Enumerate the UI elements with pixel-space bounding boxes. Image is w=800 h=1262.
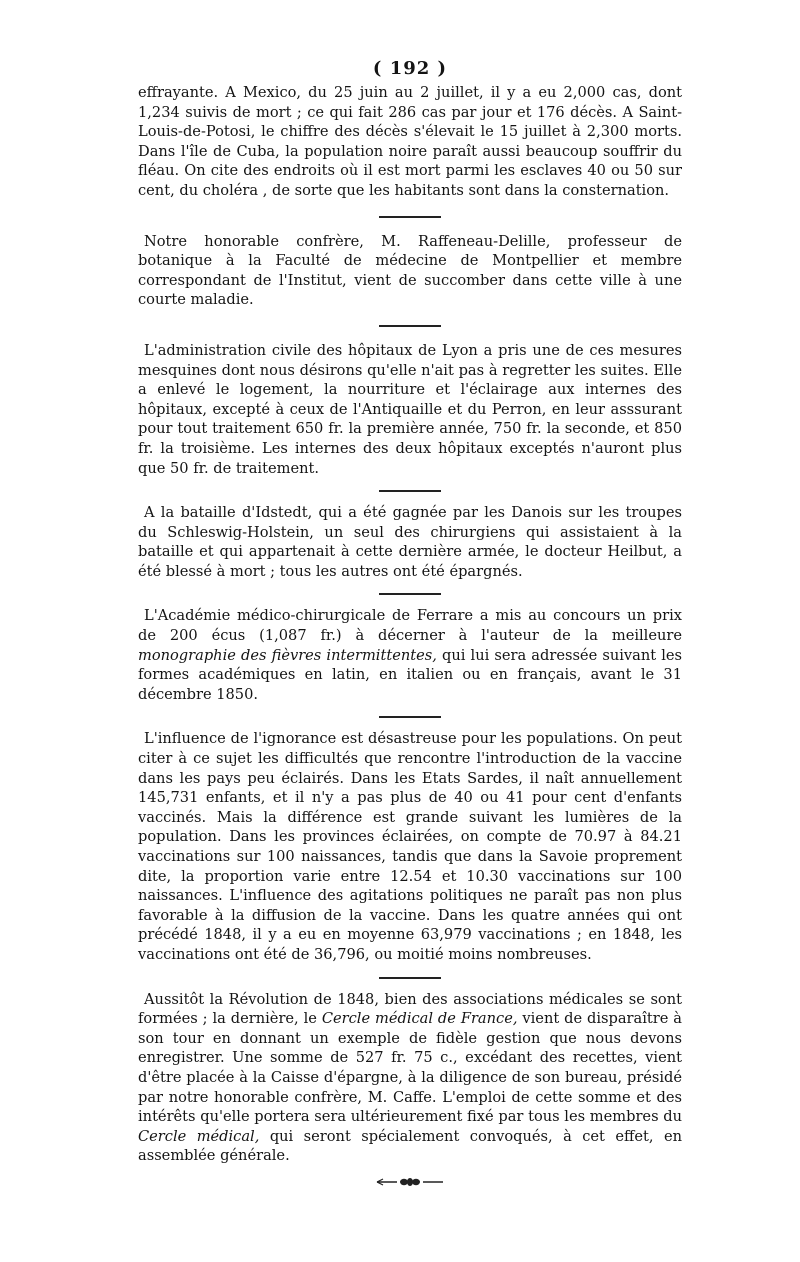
paragraph-vaccine: L'influence de l'ignorance est désastreuse pour les populations. On peut citer à ce sujet les difficultés que rencontre l'introduction de la vaccine dans les pays peu éclairés. Dans les Etats Sardes, il naît annuellement 145,731 enfants, et il n'y a pas plus de 40 ou 41 pour cent d'enfants vaccinés. Mais la différence est grande suivant les lumières de la population. Dans les provinces éclairées, on compte de 70.97 à 84.21 vaccinations sur 100 naissances, tandis que dans la Savoie proprement dite, la proportion varie entre 12.54 et 10.30 vaccinations sur 100 naissances. L'influence des agitations politiques ne paraît pas non plus favorable à la diffusion de la vaccine. Dans les quatre années qui ont précédé 1848, il y a eu en moyenne 63,979 vaccinations ; en 1848, les vaccinations ont été de 36,796, ou moitié moins nombreuses.: [138, 730, 682, 963]
paragraph-idstedt: A la bataille d'Idstedt, qui a été gagnée par les Danois sur les troupes du Schleswig-Holstein, un seul des chirurgiens qui assistaient à la bataille et qui appartenait à cette dernière armée, le docteur Heilbut, a été blessé à mort ; tous les autres ont été épargnés.: [138, 504, 682, 580]
section-divider: [379, 593, 441, 595]
paragraph-ferrare-prize: [138, 606, 682, 704]
paragraph-obituary: Notre honorable confrère, M. Raffeneau-Delille, professeur de botanique à la Faculté de médecine de Montpellier et membre correspondant de l'Institut, vient de succomber dans cette ville à une courte maladie.: [138, 232, 682, 309]
text-span: qui lui sera adressée suivant les formes académiques en latin, en italien ou en français, avant le 31 décembre 1850.: [138, 646, 683, 703]
end-ornament: [138, 1176, 682, 1192]
text-span: qui seront spécialement convoqués, à cet effet, en assemblée générale.: [138, 1127, 682, 1165]
paragraph-lyon-hospitals: L'administration civile des hôpitaux de Lyon a pris une de ces mesures mesquines dont nous désirons qu'elle n'ait pas à regretter les suites. Elle a enlevé le logement, la nourriture et l'éclairage aux internes des hôpitaux, excepté à ceux de l'Antiquaille et du Perron, en leur asssurant pour tout traitement 650 fr. la première année, 750 fr. la seconde, et 850 fr. la troisième. Les internes des deux hôpitaux exceptés n'auront plus que 50 fr. de traitement.: [138, 341, 682, 477]
section-divider: [379, 325, 441, 327]
italic-title: Cercle médical,: [138, 1127, 260, 1145]
italic-title: monographie des fièvres intermittentes,: [138, 646, 437, 664]
ornament-icon: [375, 1176, 445, 1188]
section-divider: [379, 216, 441, 218]
paragraph-cholera: effrayante. A Mexico, du 25 juin au 2 juillet, il y a eu 2,000 cas, dont 1,234 suivis de mort ; ce qui fait 286 cas par jour et 176 décès. A Saint-Louis-de-Potosi, le chiffre des décès s'élevait le 15 juillet à 2,300 morts. Dans l'île de Cuba, la population noire paraît aussi beaucoup souffrir du fléau. On cite des endroits où il est mort parmi les esclaves 40 ou 50 sur cent, du choléra , de sorte que les habitants sont dans la consternation.: [138, 84, 682, 199]
italic-title: Cercle médical de France,: [321, 1010, 518, 1028]
page-number: ( 192 ): [372, 58, 448, 79]
text-span: L'Académie médico-chirurgicale de Ferrare a mis au concours un prix de 200 écus (1,087 fr.) à décerner à l'auteur de la meilleure: [138, 607, 682, 645]
page: [138, 58, 682, 1192]
section-divider: [379, 716, 441, 718]
section-divider: [379, 977, 441, 979]
section-divider: [379, 490, 441, 492]
paragraph-cercle-medical: [138, 990, 682, 1166]
text-span: vient de disparaître à son tour en donnant un exemple de fidèle gestion que nous devons enregistrer. Une somme de 527 fr. 75 c., excédant des recettes, vient d'être placée à la Caisse d'épargne, à la diligence de son bureau, présidé par notre honorable confrère, M. Caffe. L'emploi de cette somme et des intérêts qu'elle portera sera ultérieurement fixé par tous les membres du: [138, 1010, 682, 1126]
text-span: Aussitôt la Révolution de 1848, bien des associations médicales se sont formées ; la dernière, le: [138, 990, 682, 1028]
